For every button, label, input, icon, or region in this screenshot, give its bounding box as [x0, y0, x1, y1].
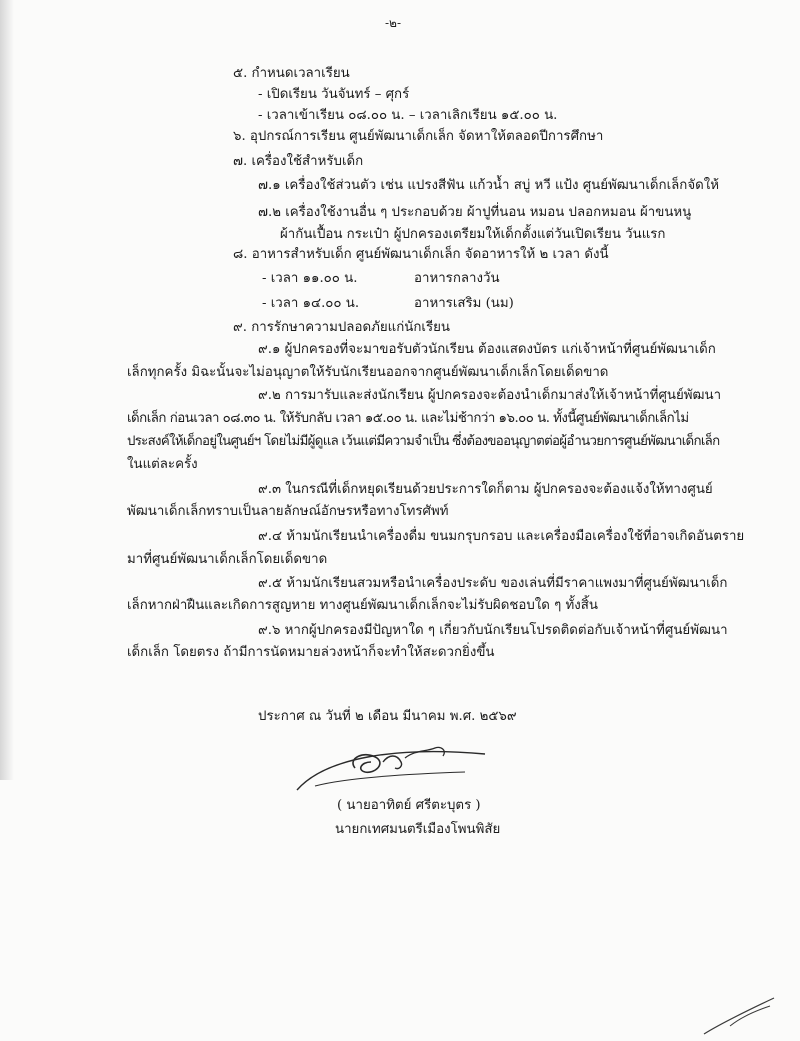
section-8-bullet-2-time: - เวลา ๑๔.๐๐ น. [262, 296, 360, 311]
signer-name: ( นายอาทิตย์ ศรีตะบุตร ) [337, 798, 481, 813]
section-9-1-line-1: ๙.๑ ผู้ปกครองที่จะมาขอรับตัวนักเรียน ต้องแสดงบัตร แก่เจ้าหน้าที่ศูนย์พัฒนาเด็ก [258, 342, 716, 357]
signature-image [285, 728, 515, 808]
section-9-2-line-2: เด็กเล็ก ก่อนเวลา ๐๘.๓๐ น. ให้รับกลับ เวลา ๑๕.๐๐ น. และไม่ช้ากว่า ๑๖.๐๐ น. ทั้งนี้ศูนย์พัฒนาเด็กเล็กไม่ [127, 411, 689, 426]
section-7-heading: ๗. เครื่องใช้สำหรับเด็ก [233, 154, 364, 169]
section-7-2-line-1: ๗.๒ เครื่องใช้งานอื่น ๆ ประกอบด้วย ผ้าปูที่นอน หมอน ปลอกหมอน ผ้าขนหนู [258, 205, 692, 220]
section-5-heading: ๕. กำหนดเวลาเรียน [233, 66, 350, 81]
section-9-5-line-2: เล็กหากฝ่าฝืนและเกิดการสูญหาย ทางศูนย์พัฒนาเด็กเล็กจะไม่รับผิดชอบใด ๆ ทั้งสิ้น [127, 598, 598, 613]
section-9-5-line-1: ๙.๕ ห้ามนักเรียนสวมหรือนำเครื่องประดับ ของเล่นที่มีราคาแพงมาที่ศูนย์พัฒนาเด็ก [258, 576, 728, 591]
section-7-1: ๗.๑ เครื่องใช้ส่วนตัว เช่น แปรงสีฟัน แก้วน้ำ สบู่ หวี แป้ง ศูนย์พัฒนาเด็กเล็กจัดให้ [258, 178, 720, 193]
section-9-2-line-1: ๙.๒ การมารับและส่งนักเรียน ผู้ปกครองจะต้องนำเด็กมาส่งให้เจ้าหน้าที่ศูนย์พัฒนา [258, 388, 722, 403]
section-7-2-line-2: ผ้ากันเปื้อน กระเป๋า ผู้ปกครองเตรียมให้เด็กตั้งแต่วันเปิดเรียน วันแรก [280, 227, 666, 242]
stray-pen-mark [700, 990, 780, 1040]
page-number: -๒- [385, 16, 402, 30]
section-6: ๖. อุปกรณ์การเรียน ศูนย์พัฒนาเด็กเล็ก จัดหาให้ตลอดปีการศึกษา [233, 129, 604, 144]
announcement-date: ประกาศ ณ วันที่ ๒ เดือน มีนาคม พ.ศ. ๒๕๖๙ [258, 709, 517, 724]
page-edge-shadow [0, 0, 14, 780]
section-9-4-line-1: ๙.๔ ห้ามนักเรียนนำเครื่องดื่ม ขนมกรุบกรอบ และเครื่องมือเครื่องใช้ที่อาจเกิดอันตราย [258, 529, 745, 544]
section-5-bullet-1: - เปิดเรียน วันจันทร์ – ศุกร์ [258, 87, 410, 102]
section-8-bullet-1-time: - เวลา ๑๑.๐๐ น. [262, 271, 358, 286]
section-9-3-line-1: ๙.๓ ในกรณีที่เด็กหยุดเรียนด้วยประการใดก็ตาม ผู้ปกครองจะต้องแจ้งให้ทางศูนย์ [258, 482, 713, 497]
section-5-bullet-2: - เวลาเข้าเรียน ๐๘.๐๐ น. – เวลาเลิกเรียน ๑๕.๐๐ น. [258, 108, 558, 123]
section-9-heading: ๙. การรักษาความปลอดภัยแก่นักเรียน [233, 320, 450, 335]
section-8-bullet-1-meal: อาหารกลางวัน [414, 271, 500, 286]
section-9-3-line-2: พัฒนาเด็กเล็กทราบเป็นลายลักษณ์อักษรหรือทางโทรศัพท์ [127, 504, 449, 519]
section-9-4-line-2: มาที่ศูนย์พัฒนาเด็กเล็กโดยเด็ดขาด [127, 552, 328, 567]
signer-title: นายกเทศมนตรีเมืองโพนพิสัย [335, 822, 501, 837]
section-9-6-line-1: ๙.๖ หากผู้ปกครองมีปัญหาใด ๆ เกี่ยวกับนักเรียนโปรดติดต่อกับเจ้าหน้าที่ศูนย์พัฒนา [258, 623, 728, 638]
section-8-bullet-2-meal: อาหารเสริม (นม) [414, 296, 514, 311]
section-9-1-line-2: เล็กทุกครั้ง มิฉะนั้นจะไม่อนุญาตให้รับนักเรียนออกจากศูนย์พัฒนาเด็กเล็กโดยเด็ดขาด [127, 365, 609, 380]
section-8-heading: ๘. อาหารสำหรับเด็ก ศูนย์พัฒนาเด็กเล็ก จัดอาหารให้ ๒ เวลา ดังนี้ [233, 247, 609, 262]
section-9-6-line-2: เด็กเล็ก โดยตรง ถ้ามีการนัดหมายล่วงหน้าก็จะทำให้สะดวกยิ่งขึ้น [127, 645, 495, 660]
section-9-2-line-4: ในแต่ละครั้ง [127, 457, 198, 472]
section-9-2-line-3: ประสงค์ให้เด็กอยู่ในศูนย์ฯ โดยไม่มีผู้ดูแล เว้นแต่มีความจำเป็น ซึ่งต้องขออนุญาตต่อผู้อำนวยการศูนย์พัฒนาเด็กเล็ก [127, 434, 720, 449]
